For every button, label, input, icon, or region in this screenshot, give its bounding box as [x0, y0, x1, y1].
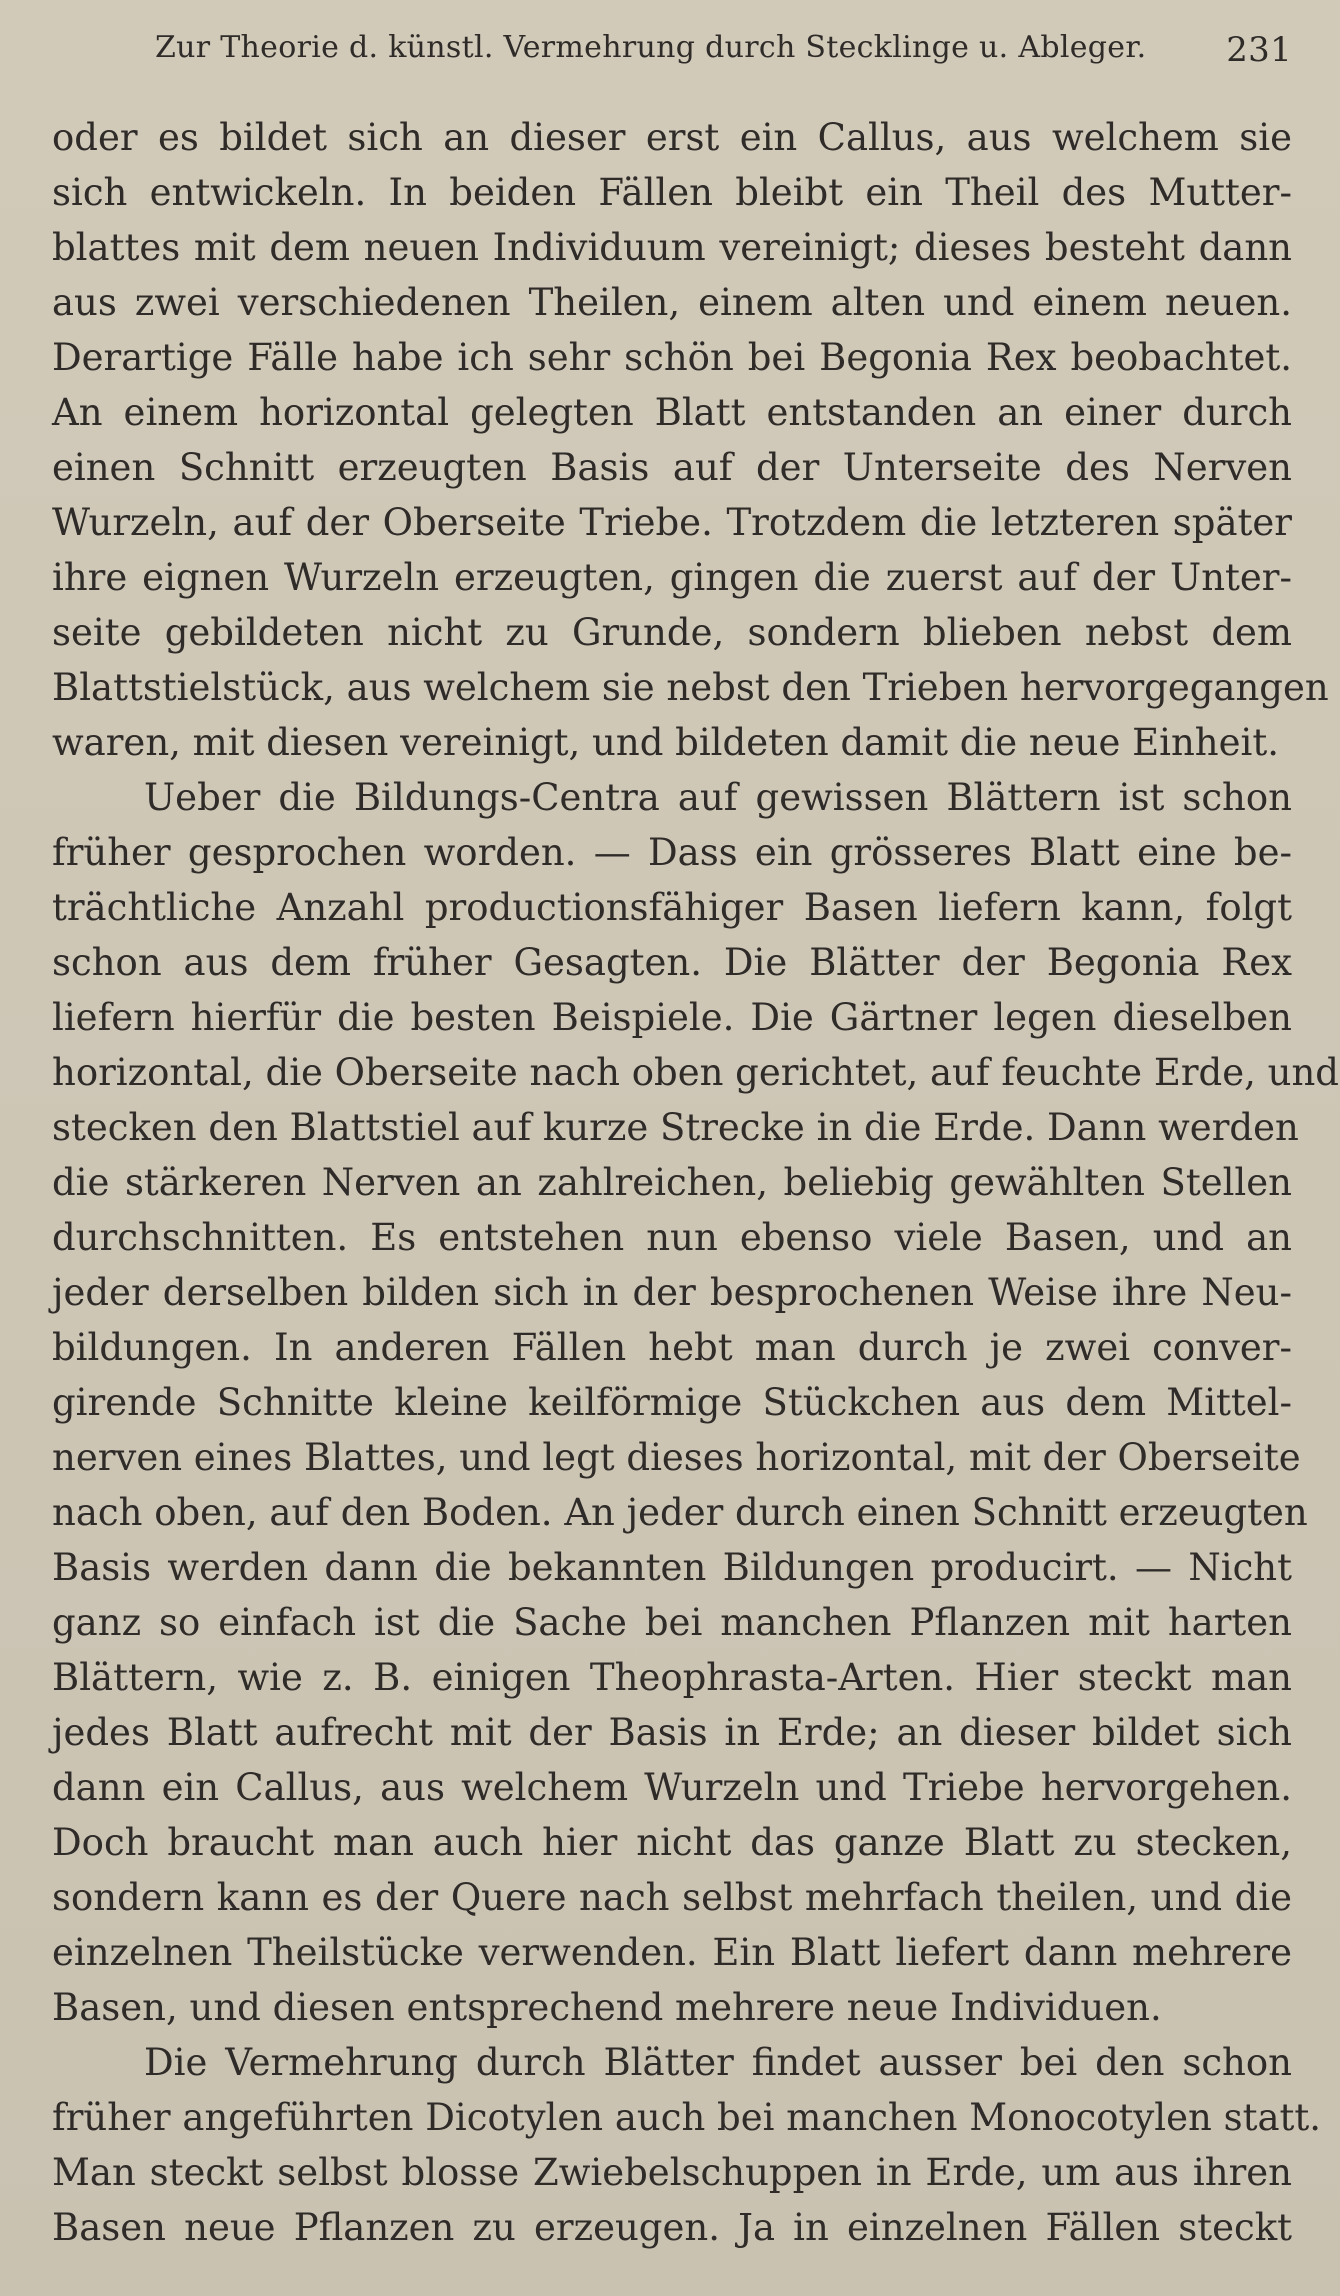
text-line: horizontal, die Oberseite nach oben gerichtet, auf feuchte Erde, und	[52, 1051, 1339, 1094]
text-line: Wurzeln, auf der Oberseite Triebe. Trotzdem die letzteren später	[52, 501, 1292, 544]
text-line: nerven eines Blattes, und legt dieses horizontal, mit der Oberseite	[52, 1436, 1301, 1479]
text-line: schon aus dem früher Gesagten. Die Blätter der Begonia Rex	[52, 941, 1292, 984]
paragraph-end-line: waren, mit diesen vereinigt, und bildeten damit die neue Einheit.	[52, 721, 1279, 764]
text-line: jeder derselben bilden sich in der besprochenen Weise ihre Neu-	[52, 1271, 1292, 1314]
text-line: blattes mit dem neuen Individuum vereinigt; dieses besteht dann	[52, 226, 1292, 269]
text-line: bildungen. In anderen Fällen hebt man durch je zwei conver-	[52, 1326, 1292, 1369]
paragraph-start-line: Die Vermehrung durch Blätter findet ausser bei den schon	[144, 2041, 1292, 2084]
running-head	[155, 28, 1292, 68]
text-line: ihre eignen Wurzeln erzeugten, gingen die zuerst auf der Unter-	[52, 556, 1292, 599]
text-line: jedes Blatt aufrecht mit der Basis in Erde; an dieser bildet sich	[52, 1711, 1292, 1754]
text-line: girende Schnitte kleine keilförmige Stückchen aus dem Mittel-	[52, 1381, 1292, 1424]
body-text	[52, 110, 1339, 2255]
text-line: Derartige Fälle habe ich sehr schön bei Begonia Rex beobachtet.	[52, 336, 1292, 379]
text-line: dann ein Callus, aus welchem Wurzeln und Triebe hervorgehen.	[52, 1766, 1292, 1809]
text-line: stecken den Blattstiel auf kurze Strecke in die Erde. Dann werden	[52, 1106, 1299, 1149]
text-line: aus zwei verschiedenen Theilen, einem alten und einem neuen.	[52, 281, 1292, 324]
running-title: Zur Theorie d. künstl. Vermehrung durch Stecklinge u. Ableger.	[155, 30, 1147, 65]
text-line: Blättern, wie z. B. einigen Theophrasta-Arten. Hier steckt man	[52, 1656, 1292, 1699]
paragraph-start-line: Ueber die Bildungs-Centra auf gewissen Blättern ist schon	[144, 776, 1292, 819]
text-line: früher gesprochen worden. — Dass ein grösseres Blatt eine be-	[52, 831, 1292, 874]
text-line: nach oben, auf den Boden. An jeder durch einen Schnitt erzeugten	[52, 1491, 1308, 1534]
text-line: An einem horizontal gelegten Blatt entstanden an einer durch	[52, 391, 1292, 434]
text-line: ganz so einfach ist die Sache bei manchen Pflanzen mit harten	[52, 1601, 1292, 1644]
page-number: 231	[1226, 30, 1292, 70]
text-line: früher angeführten Dicotylen auch bei manchen Monocotylen statt.	[52, 2096, 1322, 2139]
text-line: die stärkeren Nerven an zahlreichen, beliebig gewählten Stellen	[52, 1161, 1292, 1204]
text-line: einen Schnitt erzeugten Basis auf der Unterseite des Nerven	[52, 446, 1292, 489]
text-line: Basis werden dann die bekannten Bildungen producirt. — Nicht	[52, 1546, 1292, 1589]
text-line: einzelnen Theilstücke verwenden. Ein Blatt liefert dann mehrere	[52, 1931, 1292, 1974]
text-line: Basen neue Pflanzen zu erzeugen. Ja in einzelnen Fällen steckt	[52, 2206, 1292, 2249]
text-line: sich entwickeln. In beiden Fällen bleibt ein Theil des Mutter-	[52, 171, 1292, 214]
text-line: sondern kann es der Quere nach selbst mehrfach theilen, und die	[52, 1876, 1292, 1919]
text-line: Blattstielstück, aus welchem sie nebst den Trieben hervorgegangen	[52, 666, 1329, 709]
text-line: durchschnitten. Es entstehen nun ebenso viele Basen, und an	[52, 1216, 1292, 1259]
paragraph-end-line: Basen, und diesen entsprechend mehrere neue Individuen.	[52, 1986, 1162, 2029]
text-line: trächtliche Anzahl productionsfähiger Basen liefern kann, folgt	[52, 886, 1292, 929]
text-line: oder es bildet sich an dieser erst ein Callus, aus welchem sie	[52, 116, 1292, 159]
text-line: seite gebildeten nicht zu Grunde, sondern blieben nebst dem	[52, 611, 1292, 654]
text-line: Doch braucht man auch hier nicht das ganze Blatt zu stecken,	[52, 1821, 1292, 1864]
text-line: Man steckt selbst blosse Zwiebelschuppen in Erde, um aus ihren	[52, 2151, 1292, 2194]
text-line: liefern hierfür die besten Beispiele. Die Gärtner legen dieselben	[52, 996, 1292, 1039]
